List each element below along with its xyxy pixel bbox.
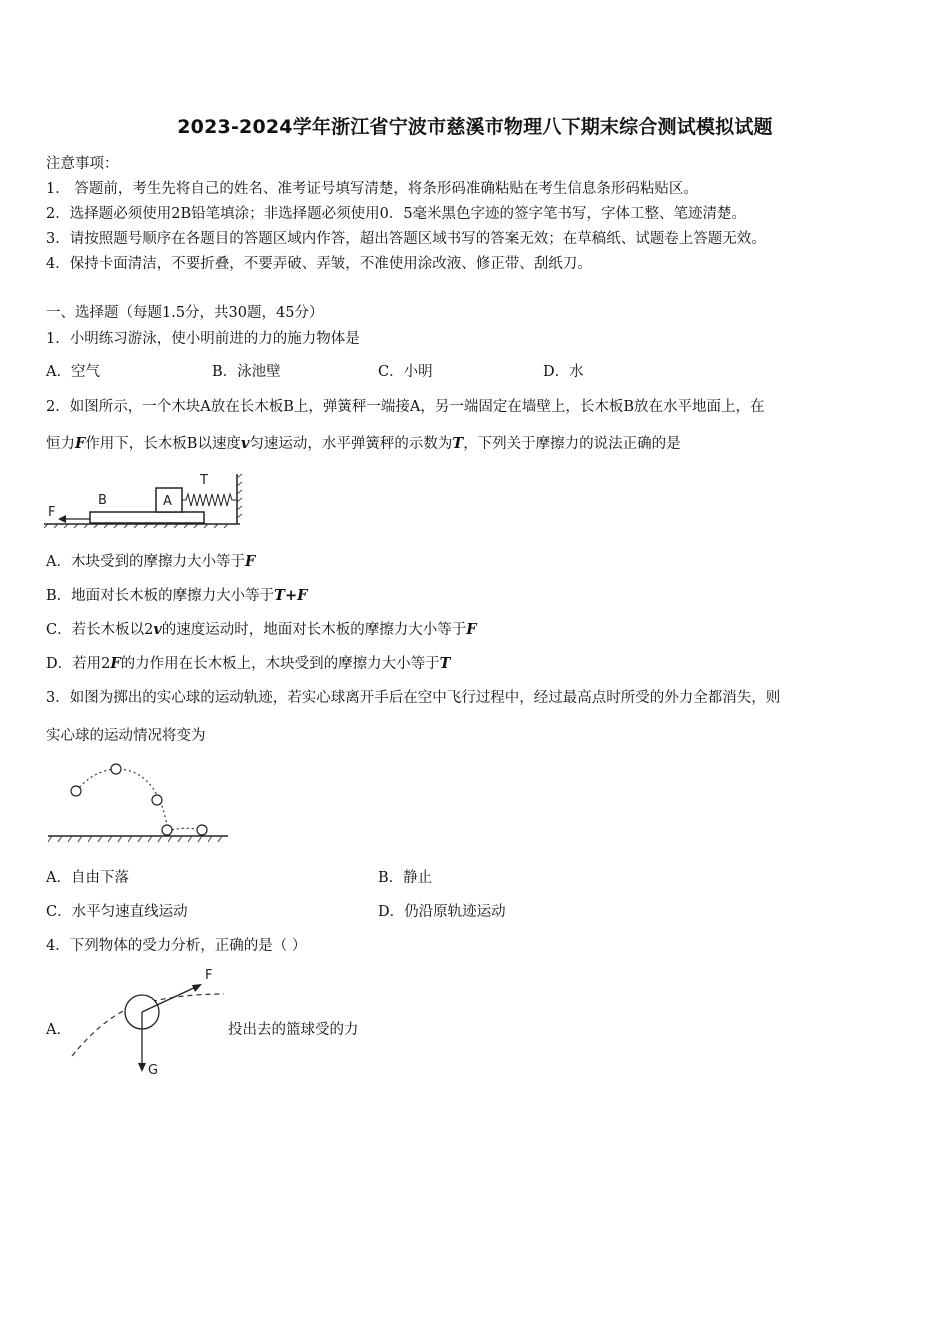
q2-option-d-text: D．若用2 [46, 656, 111, 672]
q2-option-d-symbol: F [110, 655, 121, 672]
q2-figure [44, 468, 250, 528]
q2-text: 恒力 [46, 436, 75, 452]
label-t: T [200, 473, 208, 488]
q4-option-a-label: A． [46, 1022, 71, 1038]
q3-option-c: C．水平匀速直线运动 [46, 904, 188, 920]
label-f: F [205, 968, 213, 983]
q1-option-c: C．小明 [378, 364, 433, 380]
q2-option-d-symbol: T [439, 655, 451, 672]
q2-stem-line2 [46, 432, 681, 453]
q2-text: 作用下，长木板B以速度 [85, 436, 241, 452]
arrow-down-icon [138, 1063, 146, 1072]
board-b [90, 512, 204, 523]
q2-option-c-text: 的速度运动时，地面对长木板的摩擦力大小等于 [161, 622, 467, 638]
notice-item-2: 2．选择题必须使用2B铅笔填涂；非选择题必须使用0．5毫米黑色字迹的签字笔书写，字体工整、笔迹清楚。 [46, 206, 747, 222]
q2-option-a-symbol: F [244, 553, 256, 570]
notice-heading: 注意事项： [46, 156, 119, 172]
q2-option-d-text: 的力作用在长木板上，木块受到的摩擦力大小等于 [120, 656, 440, 672]
q1-stem: 1．小明练习游泳，使小明前进的力的施力物体是 [46, 331, 360, 347]
q2-option-b-symbol: T+F [274, 587, 308, 604]
spring [182, 494, 237, 506]
q2-option-c-text: C．若长木板以2 [46, 622, 154, 638]
q2-symbol: T [452, 435, 464, 452]
q3-figure [46, 758, 232, 850]
q1-option-d: D．水 [543, 364, 584, 380]
q3-option-b: B．静止 [378, 870, 433, 886]
q2-symbol: v [240, 435, 250, 452]
ball [152, 795, 162, 805]
q2-option-a-text: A．木块受到的摩擦力大小等于 [46, 554, 245, 570]
label-f: F [48, 505, 56, 520]
q2-option-b-text: B．地面对长木板的摩擦力大小等于 [46, 588, 275, 604]
q2-symbol: F [75, 435, 86, 452]
trajectory [76, 769, 202, 831]
q2-text: 匀速运动，水平弹簧秤的示数为 [249, 436, 453, 452]
label-a: A [163, 494, 172, 509]
q2-option-b [46, 584, 307, 605]
q2-stem-line1: 2．如图所示，一个木块A放在长木板B上，弹簧秤一端接A，另一端固定在墙壁上，长木板B放在水平地面上，在 [46, 399, 765, 415]
page-title: 2023-2024学年浙江省宁波市慈溪市物理八下期末综合测试模拟试题 [177, 116, 773, 138]
label-b: B [98, 493, 107, 508]
ball [162, 825, 172, 835]
notice-item-4: 4．保持卡面清洁，不要折叠，不要弄破、弄皱，不准使用涂改液、修正带、刮纸刀。 [46, 256, 592, 272]
q3-stem-line2: 实心球的运动情况将变为 [46, 728, 206, 744]
ball [71, 786, 81, 796]
q4-option-a-caption: 投出去的篮球受的力 [228, 1022, 359, 1038]
q3-option-a: A．自由下落 [46, 870, 129, 886]
q3-option-d: D．仍沿原轨迹运动 [378, 904, 506, 920]
ball [197, 825, 207, 835]
q2-option-a [46, 550, 255, 571]
notice-item-1: 1． 答题前，考生先将自己的姓名、准考证号填写清楚，将条形码准确粘贴在考生信息条形码粘贴区。 [46, 181, 698, 197]
q1-option-a: A．空气 [46, 364, 100, 380]
q2-option-c-symbol: F [466, 621, 477, 638]
q4-stem: 4．下列物体的受力分析，正确的是（ ） [46, 938, 307, 954]
q1-option-b: B．泳池壁 [212, 364, 281, 380]
arrow-left-icon [58, 515, 66, 523]
q4-figure [68, 962, 226, 1082]
label-g: G [148, 1063, 159, 1078]
ball [111, 764, 121, 774]
q2-text: ，下列关于摩擦力的说法正确的是 [463, 436, 681, 452]
section-heading: 一、选择题（每题1.5分，共30题，45分） [46, 305, 324, 321]
q2-option-d [46, 652, 450, 673]
q3-stem-line1: 3．如图为掷出的实心球的运动轨迹，若实心球离开手后在空中飞行过程中，经过最高点时所受的外力全都消失，则 [46, 690, 781, 706]
q2-option-c-symbol: v [153, 621, 162, 638]
notice-item-3: 3．请按照题号顺序在各题目的答题区域内作答，超出答题区域书写的答案无效；在草稿纸、试题卷上答题无效。 [46, 231, 766, 247]
arrow-right-icon [192, 984, 202, 992]
q2-option-c [46, 618, 477, 639]
